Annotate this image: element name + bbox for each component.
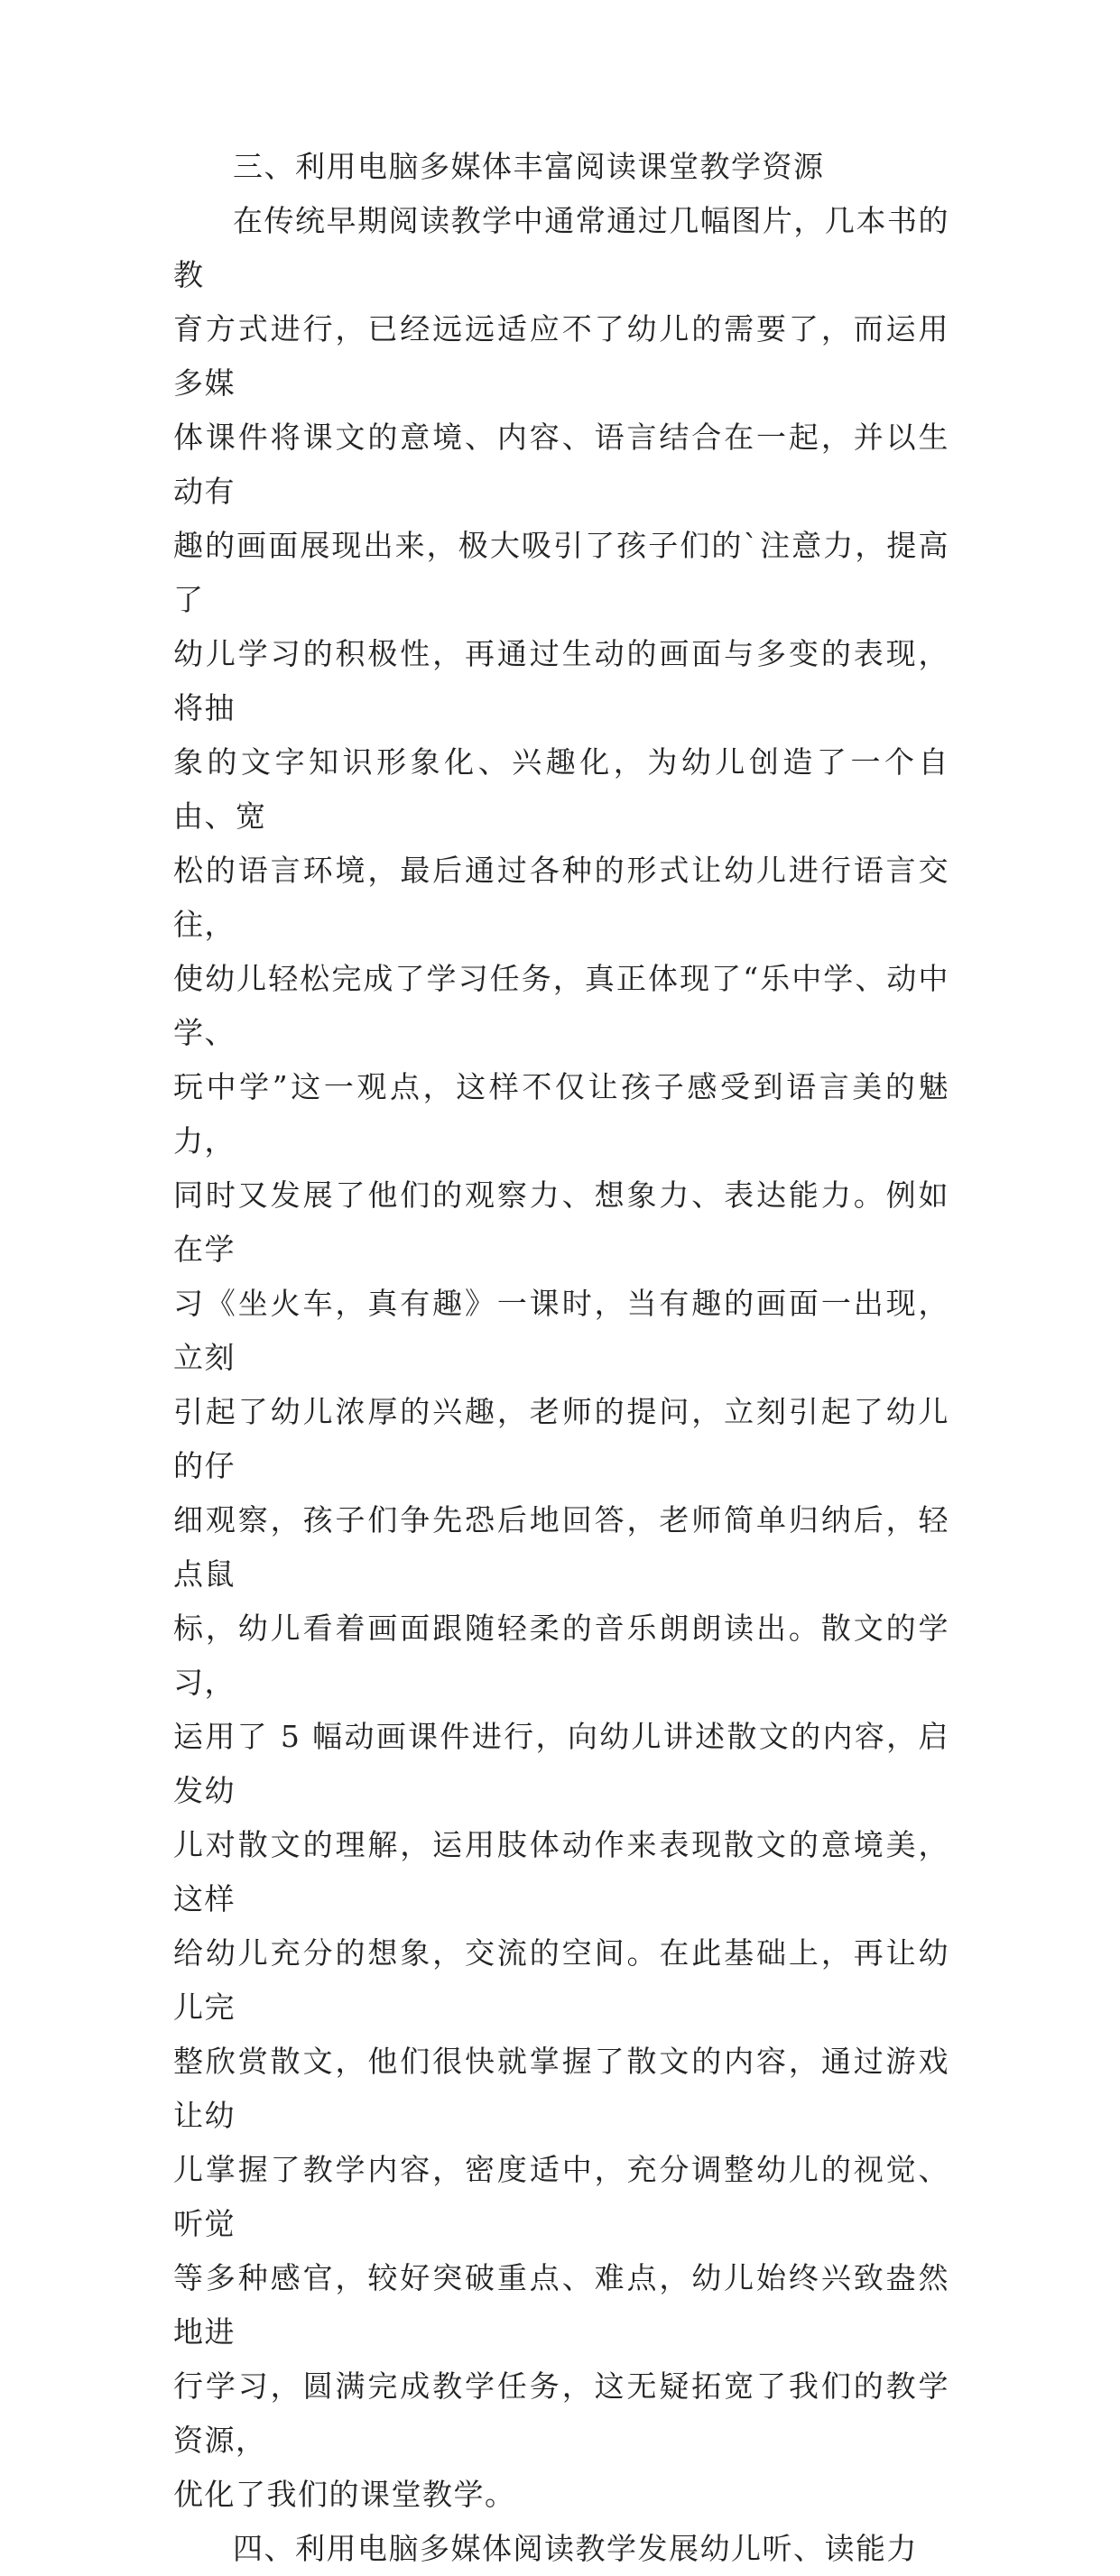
section-paragraph-3: 在传统早期阅读教学中通常通过几幅图片，几本书的教 育方式进行，已经远远适应不了幼儿的需要了，而运用多媒 体课件将课文的意境、内容、语言结合在一起，并以生动有 趣的画面展现出来，极大吸引了孩子们的`注意力，提高了 幼儿学习的积极性，再通过生动的画面与多变的表现，将抽 象的文字知识形象化、兴趣化，为幼儿创造了一个自由、宽 松的语言环境，最后通过各种的形式让幼儿进行语言交往， 使幼儿轻松完成了学习任务，真正体现了“乐中学、动中学、 玩中学”这一观点，这样不仅让孩子感受到语言美的魅力， 同时又发展了他们的观察力、想象力、表达能力。例如在学 习《坐火车，真有趣》一课时，当有趣的画面一出现，立刻 引起了幼儿浓厚的兴趣，老师的提问，立刻引起了幼儿的仔 细观察，孩子们争先恐后地回答，老师简单归纳后，轻点鼠 标，幼儿看着画面跟随轻柔的音乐朗朗读出。散文的学习， 运用了 5 幅动画课件进行，向幼儿讲述散文的内容，启发幼 儿对散文的理解，运用肢体动作来表现散文的意境美，这样 给幼儿充分的想象，交流的空间。在此基础上，再让幼儿完 整欣赏散文，他们很快就掌握了散文的内容，通过游戏让幼 儿掌握了教学内容，密度适中，充分调整幼儿的视觉、听觉 等多种感官，较好突破重点、难点，幼儿始终兴致盎然地进 行学习，圆满完成教学任务，这无疑拓宽了我们的教学资源， 优化了我们的课堂教学。 xyxy=(173,203,949,2512)
section-heading-3: 三、利用电脑多媒体丰富阅读课堂教学资源 xyxy=(233,149,825,184)
section-heading-4: 四、利用电脑多媒体阅读教学发展幼儿听、读能力 xyxy=(233,2531,918,2566)
document-body xyxy=(173,140,949,2576)
